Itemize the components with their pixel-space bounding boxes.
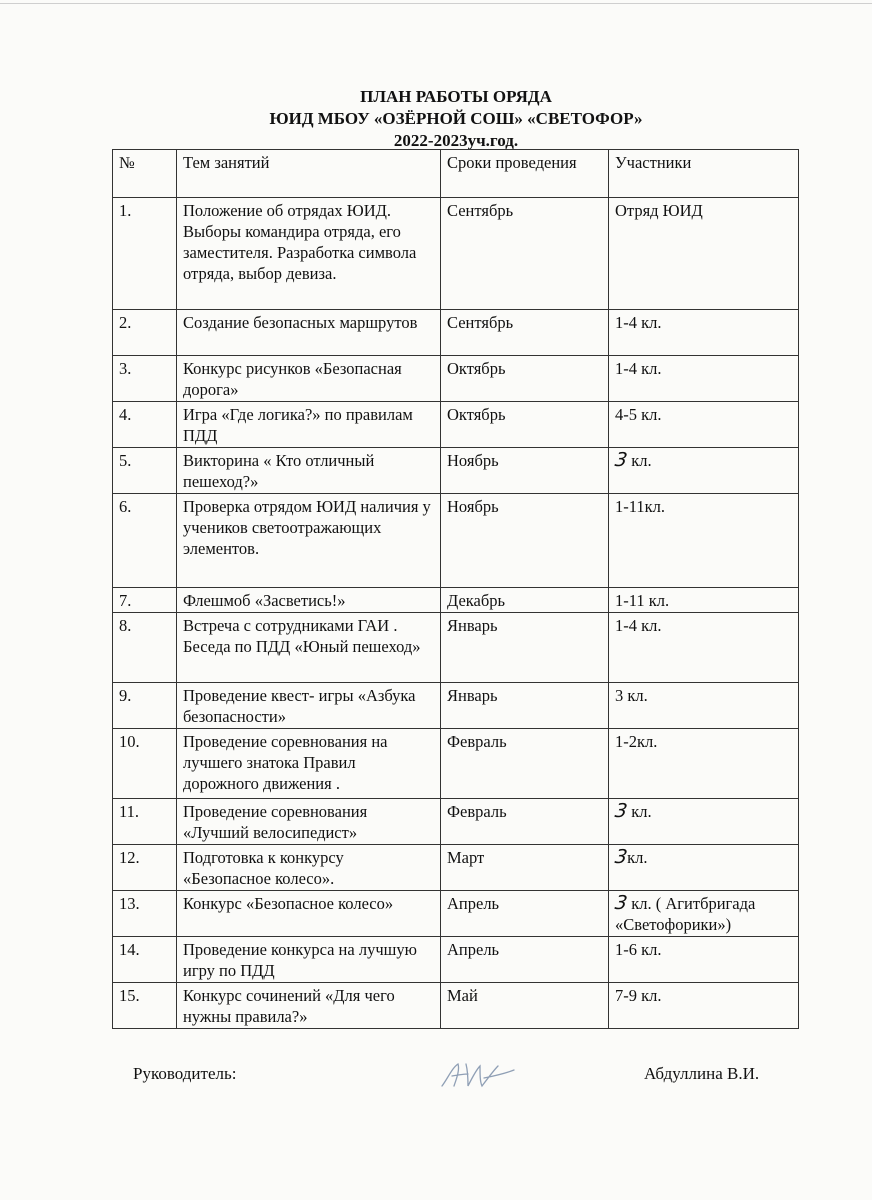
table-row [113,613,799,683]
row-number: 6. [113,494,177,588]
row-topic: Конкурс «Безопасное колесо» [177,891,441,937]
table-row [113,683,799,729]
handwritten-grade: 3 [613,800,629,822]
row-topic: Создание безопасных маршрутов [177,310,441,356]
row-participants [609,891,799,937]
handwritten-grade: 3 [613,846,629,868]
row-date: Апрель [441,891,609,937]
row-date: Январь [441,683,609,729]
participants-text: 3 кл. [615,686,648,705]
row-topic: Флешмоб «Засветись!» [177,588,441,613]
row-date: Декабрь [441,588,609,613]
participants-text: кл. [627,848,648,867]
row-number: 15. [113,983,177,1029]
participants-text: 7-9 кл. [615,986,662,1005]
table-row [113,891,799,937]
row-date: Сентябрь [441,198,609,310]
header-dates: Сроки проведения [441,150,609,198]
row-number: 14. [113,937,177,983]
row-topic: Конкурс сочинений «Для чего нужны правила?» [177,983,441,1029]
row-number: 10. [113,729,177,799]
work-plan-table [112,149,799,1029]
document-title-line-2: ЮИД МБОУ «ОЗЁРНОЙ СОШ» «СВЕТОФОР» [269,109,643,128]
table-row [113,310,799,356]
document-title-line-3: 2022-2023уч.год. [393,131,519,150]
row-topic: Подготовка к конкурсу «Безопасное колесо». [177,845,441,891]
row-number: 9. [113,683,177,729]
row-participants [609,983,799,1029]
participants-text: Отряд ЮИД [615,201,703,220]
row-date: Февраль [441,799,609,845]
row-topic: Викторина « Кто отличный пешеход?» [177,448,441,494]
handwritten-grade: 3 [613,892,629,914]
row-topic: Проведение соревнования «Лучший велосипедист» [177,799,441,845]
footer-label: Руководитель: [133,1064,237,1083]
row-participants [609,310,799,356]
row-topic: Проведение конкурса на лучшую игру по ПДД [177,937,441,983]
row-number: 8. [113,613,177,683]
header-topic: Тем занятий [177,150,441,198]
row-number: 2. [113,310,177,356]
table-row [113,198,799,310]
handwritten-grade: 3 [613,449,629,471]
header-number: № [113,150,177,198]
row-participants [609,448,799,494]
header-participants: Участники [609,150,799,198]
table-row [113,356,799,402]
footer-name: Абдуллина В.И. [644,1064,760,1083]
row-topic: Проверка отрядом ЮИД наличия у учеников светоотражающих элементов. [177,494,441,588]
row-date: Ноябрь [441,448,609,494]
table-row [113,588,799,613]
row-date: Октябрь [441,356,609,402]
row-date: Март [441,845,609,891]
row-participants [609,799,799,845]
participants-text: 1-4 кл. [615,359,662,378]
row-number: 11. [113,799,177,845]
row-date: Сентябрь [441,310,609,356]
participants-text: 1-4 кл. [615,313,662,332]
row-participants [609,613,799,683]
row-topic: Встреча с сотрудниками ГАИ . Беседа по ПДД «Юный пешеход» [177,613,441,683]
table-header-row [113,150,799,198]
table-row [113,448,799,494]
row-topic: Игра «Где логика?» по правилам ПДД [177,402,441,448]
table-row [113,799,799,845]
row-date: Октябрь [441,402,609,448]
participants-text: кл. [627,802,652,821]
participants-text: 4-5 кл. [615,405,662,424]
participants-text: 1-11 кл. [615,591,670,610]
table-row [113,983,799,1029]
row-participants [609,937,799,983]
row-topic: Положение об отрядах ЮИД. Выборы командира отряда, его заместителя. Разработка символа отряда, выбор девиза. [177,198,441,310]
row-topic: Проведение соревнования на лучшего знатока Правил дорожного движения . [177,729,441,799]
participants-text: 1-2кл. [615,732,658,751]
participants-text: 1-11кл. [615,497,666,516]
row-participants [609,729,799,799]
table-row [113,937,799,983]
signature-icon [438,1058,518,1092]
row-number: 12. [113,845,177,891]
row-participants [609,402,799,448]
document-title-line-1: ПЛАН РАБОТЫ ОРЯДА [360,87,552,106]
row-number: 3. [113,356,177,402]
scan-edge-line [0,3,872,4]
row-number: 1. [113,198,177,310]
row-date: Ноябрь [441,494,609,588]
row-participants [609,494,799,588]
row-participants [609,588,799,613]
row-topic: Конкурс рисунков «Безопасная дорога» [177,356,441,402]
row-number: 7. [113,588,177,613]
row-number: 4. [113,402,177,448]
row-participants [609,198,799,310]
table-row [113,402,799,448]
participants-text: кл. ( Агитбригада «Светофорики») [615,894,756,934]
row-date: Май [441,983,609,1029]
participants-text: 1-4 кл. [615,616,662,635]
row-participants [609,683,799,729]
table-row [113,494,799,588]
participants-text: кл. [627,451,652,470]
row-date: Февраль [441,729,609,799]
participants-text: 1-6 кл. [615,940,662,959]
row-date: Январь [441,613,609,683]
row-participants [609,845,799,891]
row-number: 13. [113,891,177,937]
row-number: 5. [113,448,177,494]
row-participants [609,356,799,402]
table-row [113,729,799,799]
table-row [113,845,799,891]
row-date: Апрель [441,937,609,983]
row-topic: Проведение квест- игры «Азбука безопасности» [177,683,441,729]
